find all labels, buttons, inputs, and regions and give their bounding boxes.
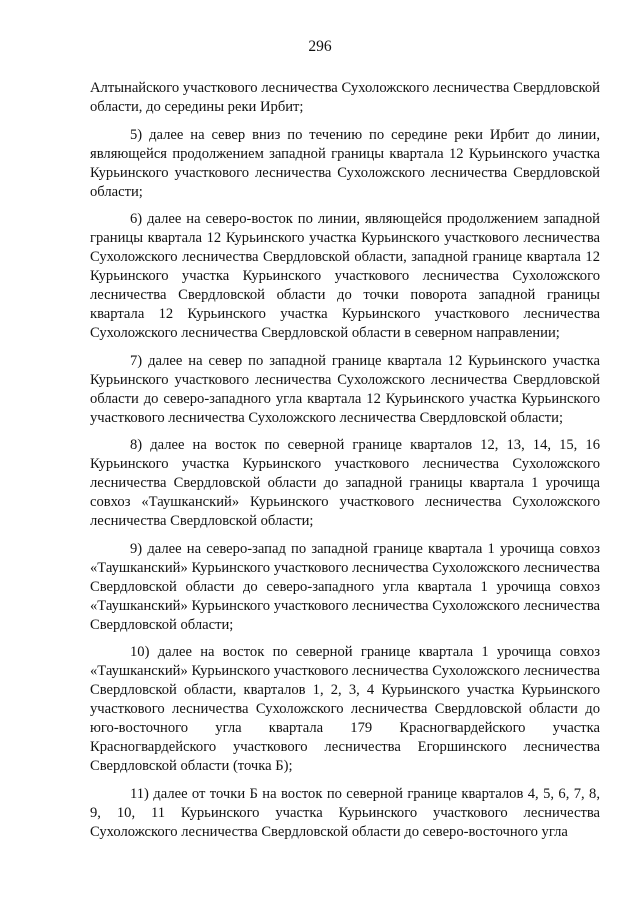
paragraph-continuation: Алтынайского участкового лесничества Сухоложского лесничества Свердловской области, до середины реки Ирбит; xyxy=(90,80,600,115)
paragraph-item-10: 10) далее на восток по северной границе квартала 1 урочища совхоз «Таушканский» Курьинского участкового лесничества Сухоложского лесничества Свердловской области, кварталов 1, 2, 3, 4 Курьинского участка Курьинского участкового лесничества Сухоложского лесничества Свердловской области до юго-восточного угла квартала 179 Красногвардейского участка Красногвардейского участкового лесничества Егоршинского лесничества Свердловской области (точка Б); xyxy=(90,644,600,774)
paragraph-item-8: 8) далее на восток по северной границе кварталов 12, 13, 14, 15, 16 Курьинского участка Курьинского участкового лесничества Сухоложского лесничества Свердловской области до западной границы квартала 1 урочища совхоз «Таушканский» Курьинского участкового лесничества Сухоложского лесничества Свердловской области; xyxy=(90,437,600,530)
page-number: 296 xyxy=(308,38,332,55)
paragraph-item-11: 11) далее от точки Б на восток по северной границе кварталов 4, 5, 6, 7, 8, 9, 10, 11 Курьинского участка Курьинского участкового лесничества Сухоложского лесничества Свердловской области до северо-восточного угла xyxy=(90,785,600,840)
document-body xyxy=(90,79,600,851)
paragraph-item-6: 6) далее на северо-восток по линии, являющейся продолжением западной границы квартала 12 Курьинского участка Курьинского участкового лесничества Сухоложского лесничества Свердловской области, западной границе квартала 12 Курьинского участка Курьинского участкового лесничества Сухоложского лесничества Свердловской области до точки поворота западной границы квартала 12 Курьинского участка Курьинского участкового лесничества Сухоложского лесничества Свердловской области в северном направлении; xyxy=(90,211,600,341)
paragraph-item-9: 9) далее на северо-запад по западной границе квартала 1 урочища совхоз «Таушканский» Курьинского участкового лесничества Сухоложского лесничества Свердловской области до северо-западного угла квартала 1 урочища совхоз «Таушканский» Курьинского участкового лесничества Сухоложского лесничества Свердловской области; xyxy=(90,540,600,633)
paragraph-item-7: 7) далее на север по западной границе квартала 12 Курьинского участка Курьинского участкового лесничества Сухоложского лесничества Свердловской области до северо-западного угла квартала 12 Курьинского участка Курьинского участкового лесничества Сухоложского лесничества Свердловской области; xyxy=(90,352,600,426)
paragraph-item-5: 5) далее на север вниз по течению по середине реки Ирбит до линии, являющейся продолжением западной границы квартала 12 Курьинского участка Курьинского участкового лесничества Сухоложского лесничества Свердловской области; xyxy=(90,126,600,200)
